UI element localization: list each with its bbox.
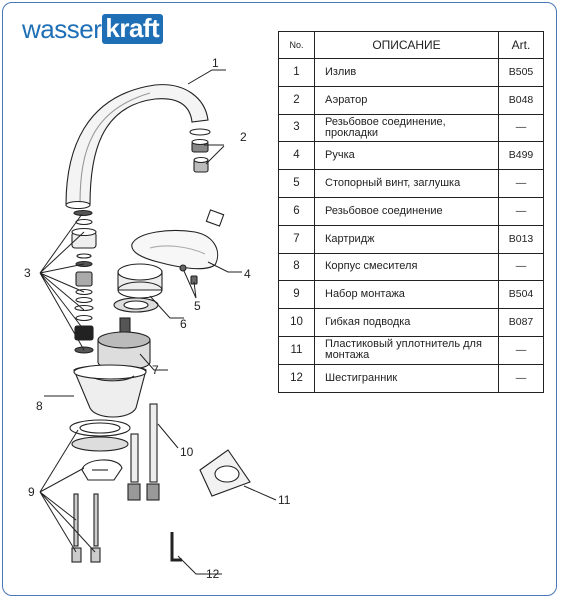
row-art: B013	[499, 225, 544, 253]
callout-11: 11	[278, 493, 291, 507]
row-no: 3	[279, 114, 315, 142]
callout-12: 12	[206, 567, 220, 581]
row-no: 4	[279, 142, 315, 170]
table-row	[279, 170, 544, 198]
callout-3: 3	[24, 266, 31, 280]
row-no: 6	[279, 197, 315, 225]
brand-logo-part1: wasser	[22, 13, 102, 44]
row-no: 5	[279, 170, 315, 198]
row-description: Шестигранник	[315, 364, 499, 392]
table-header-row	[279, 32, 544, 59]
table-row	[279, 142, 544, 170]
parts-table	[278, 31, 544, 393]
header-description: ОПИСАНИЕ	[315, 32, 499, 59]
callout-labels	[24, 56, 291, 581]
row-no: 1	[279, 59, 315, 87]
table-row	[279, 225, 544, 253]
handle-part	[132, 210, 224, 269]
threaded-connection-part	[114, 264, 162, 312]
row-no: 7	[279, 225, 315, 253]
row-art: —	[499, 197, 544, 225]
row-no: 9	[279, 281, 315, 309]
row-art: —	[499, 114, 544, 142]
row-no: 8	[279, 253, 315, 281]
header-art: Art.	[499, 32, 544, 59]
table-row	[279, 114, 544, 142]
row-description: Набор монтажа	[315, 281, 499, 309]
row-description: Излив	[315, 59, 499, 87]
row-description: Ручка	[315, 142, 499, 170]
table-row	[279, 364, 544, 392]
callout-1: 1	[212, 56, 219, 70]
row-description: Аэратор	[315, 86, 499, 114]
table-row	[279, 86, 544, 114]
row-art: B505	[499, 59, 544, 87]
row-art: B504	[499, 281, 544, 309]
table-row	[279, 309, 544, 337]
row-description: Гибкая подводка	[315, 309, 499, 337]
row-description: Резьбовое соединение	[315, 197, 499, 225]
callout-10: 10	[180, 445, 194, 459]
plastic-seal-part	[200, 450, 250, 496]
callout-7: 7	[152, 363, 159, 377]
row-no: 2	[279, 86, 315, 114]
row-art: B087	[499, 309, 544, 337]
row-no: 11	[279, 336, 315, 364]
callout-8: 8	[36, 399, 43, 413]
table-row	[279, 197, 544, 225]
row-description: Стопорный винт, заглушка	[315, 170, 499, 198]
callout-5: 5	[194, 299, 201, 313]
row-art: —	[499, 364, 544, 392]
table-row	[279, 253, 544, 281]
row-art: B499	[499, 142, 544, 170]
mixer-body-part	[74, 365, 146, 417]
row-art: —	[499, 170, 544, 198]
threaded-connection-seals-part	[72, 211, 96, 354]
cartridge-part	[98, 318, 150, 370]
row-description: Пластиковый уплотнитель для монтажа	[315, 336, 499, 364]
callout-4: 4	[244, 267, 251, 281]
callout-9: 9	[28, 485, 35, 499]
mounting-kit-part	[70, 420, 130, 562]
row-art: B048	[499, 86, 544, 114]
row-description: Картридж	[315, 225, 499, 253]
spout-part	[66, 85, 208, 209]
table-row	[279, 336, 544, 364]
flexible-hose-part	[128, 404, 159, 500]
row-art: —	[499, 336, 544, 364]
row-art: —	[499, 253, 544, 281]
callout-2: 2	[240, 130, 247, 144]
aerator-part	[190, 129, 210, 172]
callout-6: 6	[180, 317, 187, 331]
row-no: 12	[279, 364, 315, 392]
hex-key-part	[172, 532, 182, 560]
row-no: 10	[279, 309, 315, 337]
header-no: No.	[279, 32, 315, 59]
row-description: Резьбовое соединение, прокладки	[315, 114, 499, 142]
table-row	[279, 59, 544, 87]
table-row	[279, 281, 544, 309]
brand-logo-part2: kraft	[102, 14, 163, 44]
row-description: Корпус смесителя	[315, 253, 499, 281]
